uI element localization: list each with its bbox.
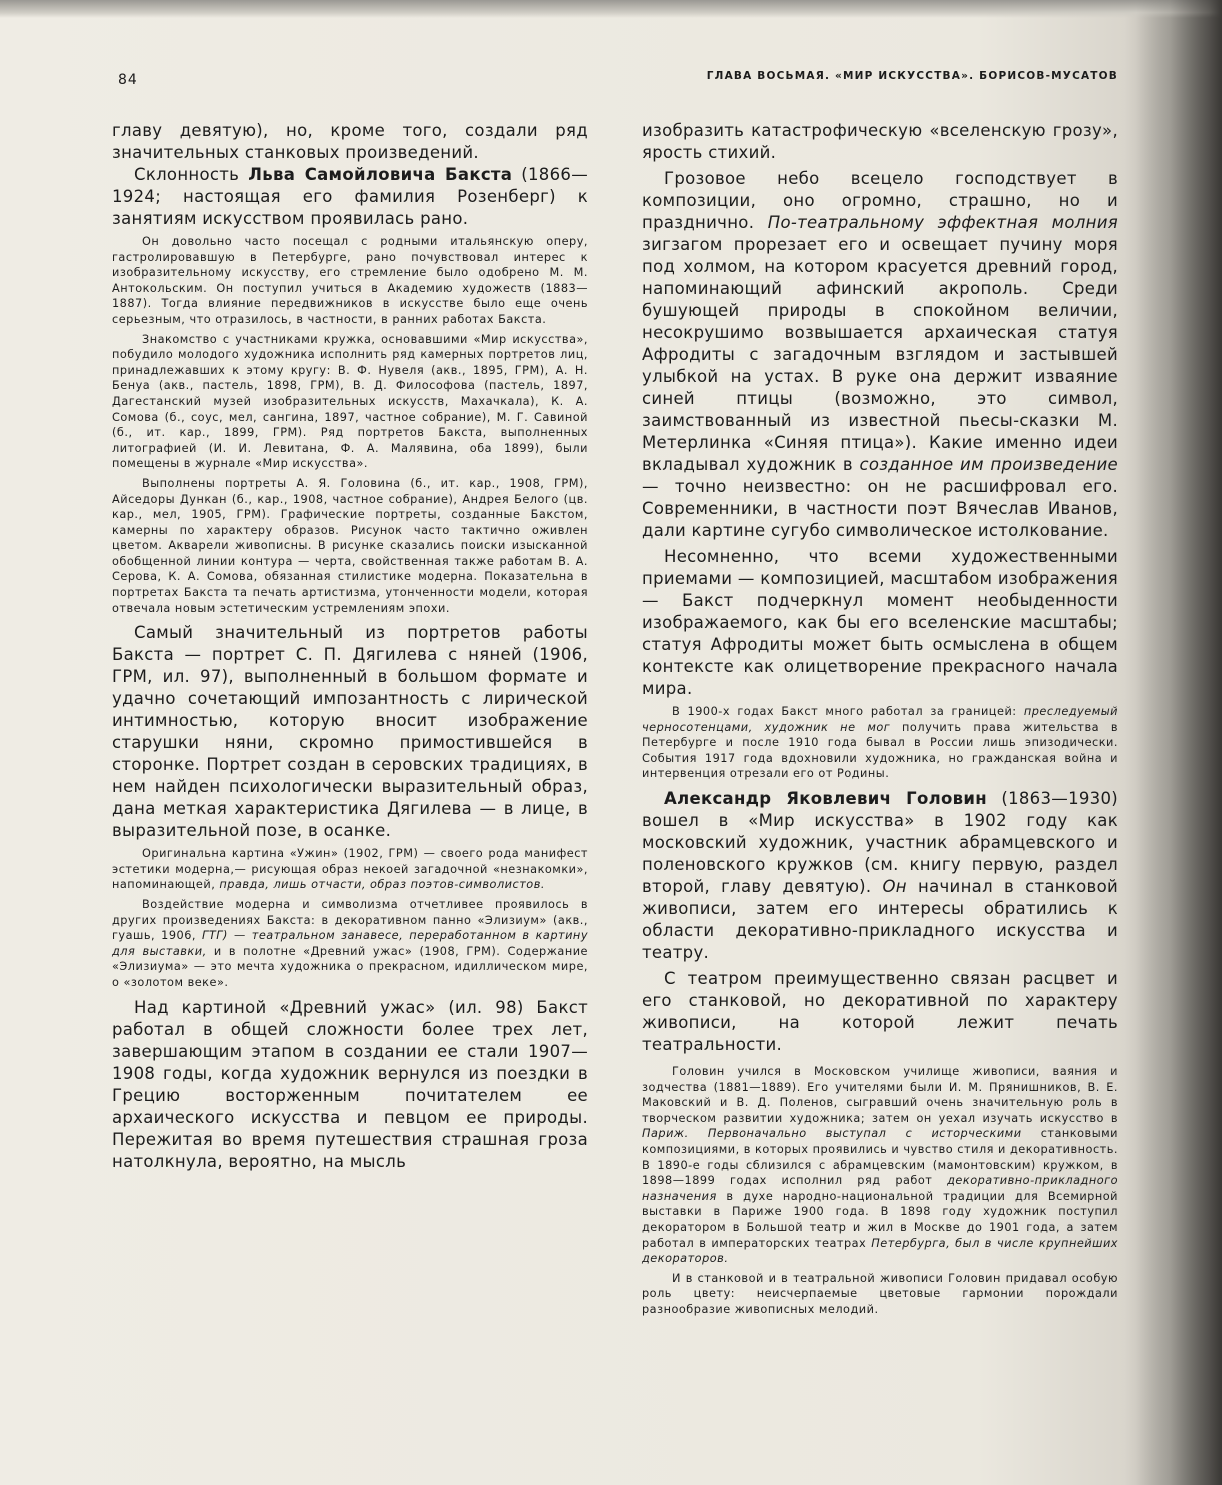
italic-run: декоративно-прикладного назначения (642, 1174, 1118, 1203)
right-column (642, 120, 1118, 1317)
note-paragraph: Он довольно часто посещал с родными итальянскую оперу, гастролировавшую в Петербурге, рано почувствовал интерес к изобразительному искусству, его стремление было одобрено М. М. Антокольским. Он поступил учиться в Академию художеств (1883—1887). Тогда влияние передвижников в искусстве было еще очень серьезным, что отразилось, в частности, в ранних работах Бакста. (112, 235, 588, 326)
running-header: ГЛАВА ВОСЬМАЯ. «МИР ИСКУССТВА». БОРИСОВ-МУСАТОВ (706, 70, 1118, 82)
text-run: — точно неизвестно: он не расшифровал его. Современники, в частности поэт Вячеслав Иванов, дали картине сугубо символическое истолкование. (642, 477, 1118, 540)
italic-run: Он (882, 876, 907, 896)
text-run: и в полотне «Древний ужас» (1908, ГРМ). Содержание «Элизиума» — это мечта художника о прекрасном, идиллическом мире, о «золотом веке». (112, 944, 589, 989)
text-run: В 1900-х годах Бакст много работал за границей: (672, 705, 1024, 718)
main-paragraph (642, 168, 1118, 542)
main-paragraph: С театром преимущественно связан расцвет и его станковой, но декоративной по характеру живописи, на которой лежит печать театральности. (642, 968, 1118, 1054)
note-paragraph: Знакомство с участниками кружка, основавшими «Мир искусства», побудило молодого художника исполнить ряд камерных портретов лиц, принадлежавших к этому кругу: В. Ф. Нувеля (акв., 1895, ГРМ), А. Н. Бенуа (акв., пастель, 1898, ГРМ), В. Д. Философова (пастель, 1897, Дагестанский музей изобразительных искусств, Махачкала), К. А. Сомова (б., соус, мел, сангина, 1897, частное собрание), М. Г. Савиной (б., ит. кар., 1899, ГРМ). Ряд портретов Бакста, выполненных литографией (И. И. Левитана, Ф. А. Малявина, оба 1899), были помещены в журнале «Мир искусства». (112, 332, 588, 471)
text-run: (1866—1924; настоящая его фамилия Розенберг) к занятиям искусством проявилась рано. (112, 165, 588, 228)
left-column (112, 120, 588, 1173)
text-run: (1863—1930) вошел в «Мир искусства» в 1902 году как московский художник, участник абрамцевского и поленовского кружков (см. книгу первую, раздел второй, главу девятую). (642, 788, 1119, 896)
italic-run: Петербурга, был в числе крупнейших декораторов. (642, 1236, 1118, 1266)
book-spine-shadow (1136, 0, 1222, 1485)
scan-top-edge (0, 0, 1222, 18)
text-run: в духе народно-национальной традиции для Всемирной выставки в Париже 1900 года. В 1898 году художник поступил декоратором в Большой театр и жил в Москве до 1901 года, а затем работал в императорских театрах (642, 1189, 1118, 1250)
main-paragraph (112, 120, 588, 164)
note-paragraph (642, 1064, 1118, 1267)
main-paragraph: Над картиной «Древний ужас» (ил. 98) Бакст работал в общей сложности более трех лет, завершающим этапом в создании ее стали 1907—1908 годы, когда художник вернулся из поездки в Грецию восторженным почитателем ее архаического искусства и певцом ее природы. Пережитая во время путешествия страшная гроза натолкнула, вероятно, на мысль (112, 997, 588, 1171)
italic-run: ГТГ) — театральном занавесе, переработанном в картину для выставки, (112, 929, 589, 958)
italic-run: правда, лишь отчасти, образ поэтов-символистов. (219, 878, 545, 892)
main-paragraph: Несомненно, что всеми художественными приемами — композицией, масштабом изображения — Бакст подчеркнул момент необыденности изображаемого, как бы его вселенские масштабы; статуя Афродиты может быть осмыслена в общем контексте как олицетворение прекрасного начала мира. (642, 547, 1118, 698)
main-paragraph: Самый значительный из портретов работы Бакста — портрет С. П. Дягилева с няней (1906, ГРМ, ил. 97), выполненный в большом формате и удачно сочетающий импозантность с лирической интимностью, которую вносит изображение старушки няни, скромно примостившейся в сторонке. Портрет создан в серовских традициях, в нем найден психологически выразительный образ, дана меткая характеристика Дягилева — в лице, в выразительной позе, в осанке. (112, 623, 588, 841)
italic-run: преследуемый черносотенцами, художник не мог (642, 705, 1118, 734)
page-number: 84 (118, 72, 138, 88)
text-run: станковыми композициями, в которых проявились и чувство стиля и декоративность. В 1890-е годы сблизился с абрамцевским (мамонтовским) кружком, в 1898—1899 годах исполнил ряд работ (642, 1127, 1118, 1188)
note-paragraph (642, 704, 1118, 782)
note-paragraph: Выполнены портреты А. Я. Головина (б., ит. кар., 1908, ГРМ), Айседоры Дункан (б., кар., 1908, частное собрание), Андрея Белого (цв. кар., мел, 1905, ГРМ). Графические портреты, созданные Бакстом, камерны по характеру образов. Рисунок часто тактично оживлен цветом. Акварели живописны. В рисунке сказались поиски изысканной обобщенной линии контура — черта, свойственная также работам В. А. Серова, К. А. Сомова, обязанная стилистике модерна. Показательна в портретах Бакста та печать артистизма, утонченности модели, которая отвечала новым эстетическим устремлениям эпохи. (112, 476, 588, 615)
text-run: главу девятую), но, кроме того, создали ряд значительных станковых произведений. (112, 121, 588, 162)
text-run: начинал в станковой живописи, затем его интересы обратились к области декоративно-прикладного искусства и театру. (642, 876, 1118, 962)
italic-run: По-театральному эффектная молния (767, 213, 1118, 232)
note-paragraph (112, 897, 588, 991)
note-paragraph (112, 846, 588, 893)
main-paragraph (112, 164, 588, 230)
italic-run: созданное им произведение (859, 455, 1118, 474)
text-run: Грозовое небо всецело господствует в композиции, оно огромно, страшно, но и празднично. (642, 169, 1118, 232)
text-run: получить права жительства в Петербурге и после 1910 года бывал в России лишь эпизодически. События 1917 года вдохновили художника, но гражданская война и интервенция отрезали его от Родины. (642, 720, 1119, 781)
text-run: зигзагом прорезает его и освещает пучину моря под холмом, на котором красуется древний город, напоминающий афинский акрополь. Среди бушующей природы в спокойном величии, несокрушимо возвышается архаическая статуя Афродиты с загадочным взглядом и застывшей улыбкой на устах. В руке она держит изваяние синей птицы (возможно, это символ, заимствованный из известной пьесы-сказки М. Метерлинка «Синяя птица»). Какие именно идеи вкладывал художник в (642, 235, 1118, 474)
text-run: Оригинальна картина «Ужин» (1902, ГРМ) — своего рода манифест эстетики модерна,— рисующая образ некоей загадочной «незнакомки», напоминающей, (112, 847, 588, 892)
artist-name-bold: Александр Яковлевич Головин (664, 788, 987, 808)
text-run: Головин учился в Московском училище живописи, ваяния и зодчества (1881—1889). Его учителями были И. М. Прянишников, В. Е. Маковский и В. Д. Поленов, сыгравший очень значительную роль в творческом развитии художника; затем он уехал изучать искусство в (642, 1064, 1118, 1125)
main-paragraph: изобразить катастрофическую «вселенскую грозу», ярость стихий. (642, 121, 1118, 162)
artist-name-bold: Льва Самойловича Бакста (248, 165, 513, 184)
italic-run: Париж. Первоначально выступал с исторческими (642, 1127, 1022, 1141)
note-paragraph: И в станковой и в театральной живописи Головин придавал особую роль цвету: неисчерпаемые цветовые гармонии порождали разнообразие живописных мелодий. (642, 1271, 1118, 1316)
main-paragraph (642, 788, 1118, 964)
text-run: Воздействие модерна и символизма отчетливее проявилось в других произведениях Бакста: в декоративном панно «Элизиум» (акв., гуашь, 1906, (112, 898, 588, 943)
text-run: Склонность (134, 165, 249, 184)
